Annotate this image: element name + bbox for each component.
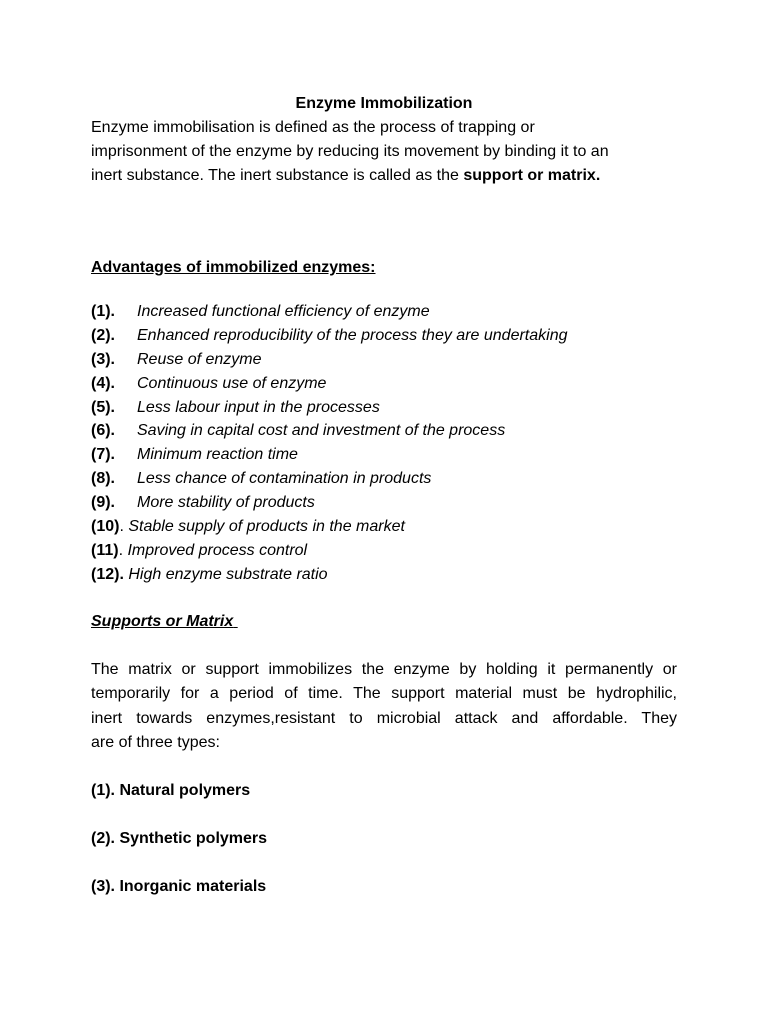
item-number: (6). [91,422,115,440]
item-number: (2). [91,326,115,344]
item-number: (1). [91,303,115,320]
support-or-matrix-term: support or matrix. [463,167,601,184]
list-item [91,467,691,491]
page-title: Enzyme Immobilization [295,95,473,112]
item-text: Minimum reaction time [137,446,298,464]
list-item [91,491,691,515]
intro-line: imprisonment of the enzyme by reducing its movement by binding it to an [91,143,609,160]
support-type-inorganic-materials: (3). Inorganic materials [91,878,267,895]
list-item [91,396,691,420]
list-item [91,372,691,396]
item-number: (7). [91,446,115,464]
item-text: More stability of products [137,494,315,512]
item-number: (11) [91,541,119,559]
support-type-synthetic-polymers: (2). Synthetic polymers [91,830,268,847]
item-text: Continuous use of enzyme [137,374,327,392]
paragraph-line: The matrix or support immobilizes the enzyme by holding it permanently or [91,661,677,678]
advantages-list [91,300,691,587]
item-text: Less labour input in the processes [137,398,380,416]
list-item [91,443,691,467]
supports-paragraph [91,658,677,755]
list-item [91,563,691,587]
item-number: (4). [91,374,115,392]
list-item [91,300,691,324]
intro-line [91,164,681,188]
paragraph-line: are of three types: [91,733,220,751]
list-item: (11). Improved process control [91,539,691,563]
item-text: High enzyme substrate ratio [128,565,328,583]
list-item [91,419,691,443]
intro-line-text: inert substance. The inert substance is called as the [91,167,464,184]
item-text: Reuse of enzyme [137,350,262,368]
item-text: Saving in capital cost and investment of the process [137,422,506,440]
item-text: Enhanced reproducibility of the process they are undertaking [137,326,568,344]
list-item [91,348,691,372]
item-number: (9). [91,494,115,512]
item-text: Improved process control [127,541,308,559]
intro-line: Enzyme immobilisation is defined as the process of trapping or [91,119,535,136]
paragraph-line: temporarily for a period of time. The support material must be hydrophilic, [91,685,677,703]
item-number: (12). [91,565,124,583]
support-type-natural-polymers: (1). Natural polymers [91,782,251,799]
item-number: (8). [91,470,115,488]
item-text: Stable supply of products in the market [128,518,405,536]
item-text: Increased functional efficiency of enzyme [137,303,430,320]
intro-paragraph [91,116,681,188]
item-number: (3). [91,350,115,368]
paragraph-line: inert towards enzymes,resistant to microbial attack and affordable. They [91,709,677,727]
item-text: Less chance of contamination in products [137,470,432,488]
supports-heading-text: Supports or Matrix [91,613,234,630]
advantages-heading: Advantages of immobilized enzymes: [91,259,376,276]
list-item [91,324,691,348]
item-number: (10) [91,518,120,536]
item-number: (5). [91,398,115,416]
list-item: (10). Stable supply of products in the market [91,515,691,539]
supports-heading [91,612,238,632]
